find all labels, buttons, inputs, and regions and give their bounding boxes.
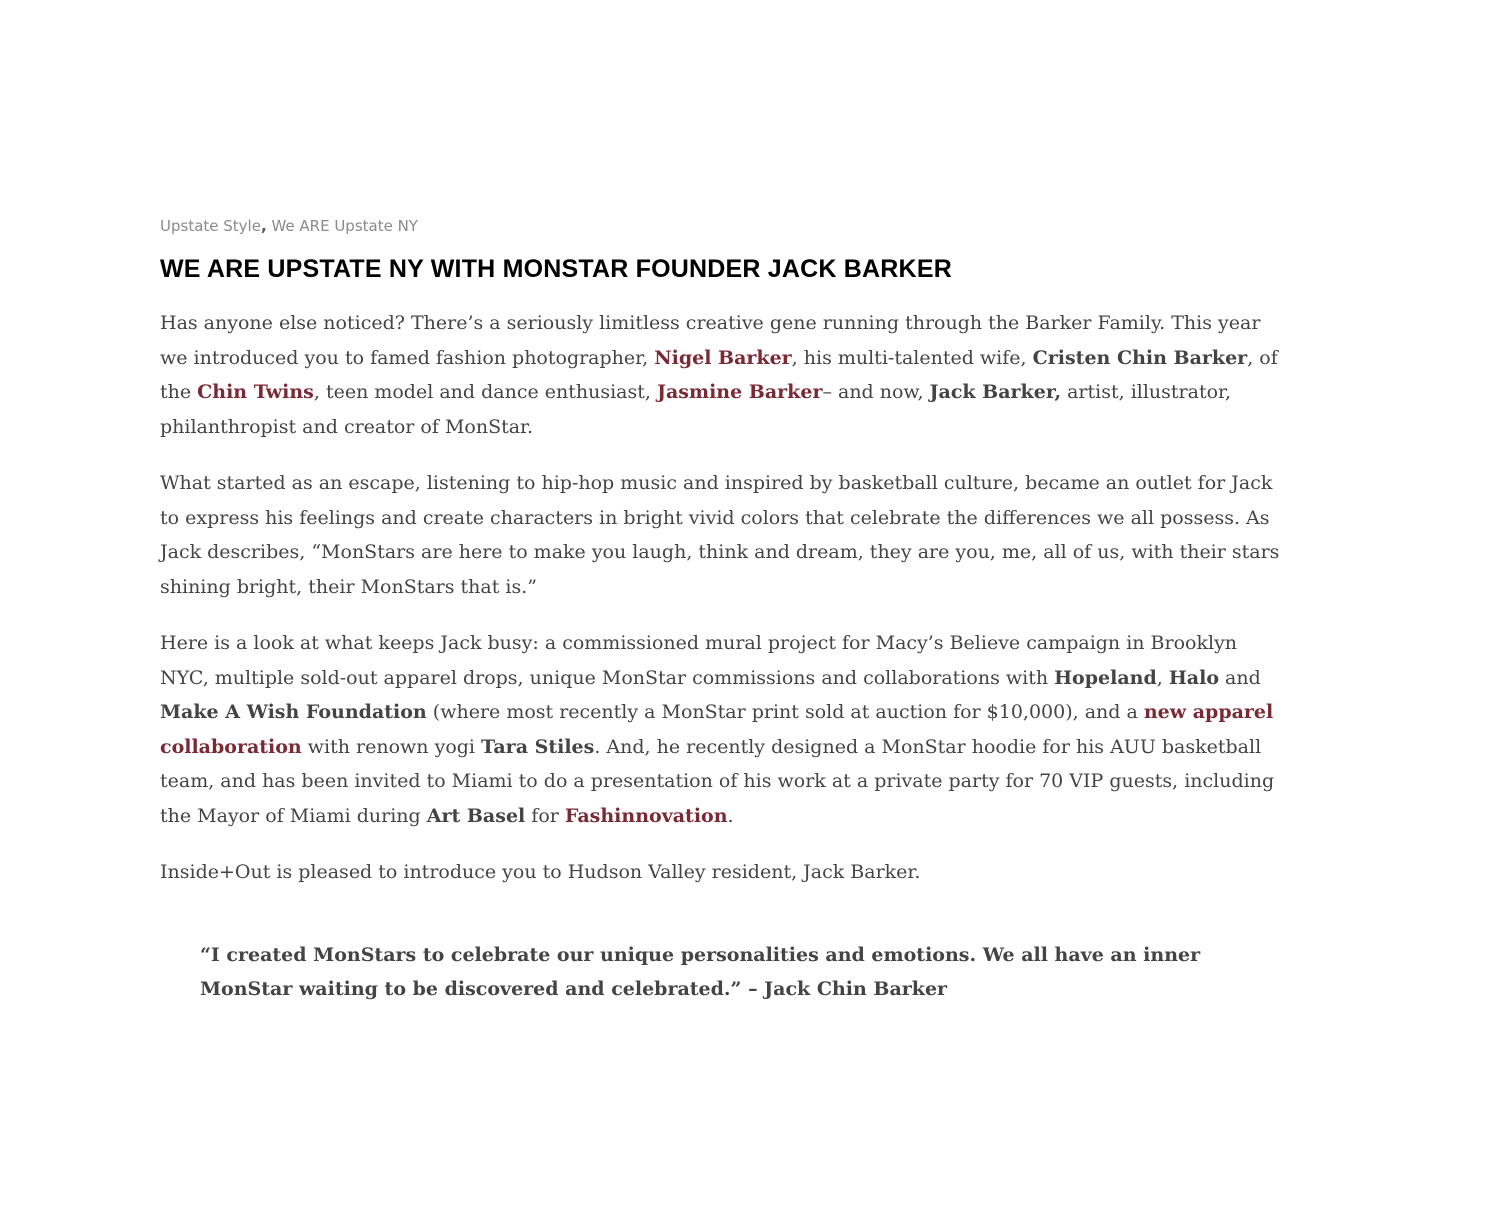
category-link-upstate-style[interactable]: Upstate Style xyxy=(160,217,261,235)
pull-quote xyxy=(200,938,1220,1007)
text-span: (where most recently a MonStar print sold at auction for $10,000), and a xyxy=(426,701,1144,723)
post-categories xyxy=(160,214,1285,238)
text-span: – and now, xyxy=(822,381,930,403)
bold-tara-stiles: Tara Stiles xyxy=(481,735,595,758)
link-jasmine-barker[interactable]: Jasmine Barker xyxy=(656,381,823,403)
link-new-apparel-collaboration[interactable]: new apparel collaboration xyxy=(160,701,1274,758)
text-span: , xyxy=(1156,666,1169,689)
text-span: for xyxy=(525,804,565,827)
text-span: , his multi-talented wife, xyxy=(791,346,1033,369)
bold-art-basel: Art Basel xyxy=(426,804,526,827)
link-fashinnovation[interactable]: Fashinnovation xyxy=(564,804,728,827)
text-span: Has anyone else noticed? There’s a seriously limitless creative gene running through the Barker Family. This year we introduced you to famed fashion photographer, xyxy=(160,312,1261,369)
category-separator: , xyxy=(260,217,267,235)
text-span: Here is a look at what keeps Jack busy: a commissioned mural project for Macy’s Believe campaign in Brooklyn NYC, multiple sold-out apparel drops, unique MonStar commissions and collaborations with xyxy=(160,632,1238,689)
link-nigel-barker[interactable]: Nigel Barker xyxy=(654,346,792,369)
text-span: . xyxy=(727,804,734,827)
bold-halo: Halo xyxy=(1168,666,1219,689)
link-chin-twins[interactable]: Chin Twins xyxy=(197,381,314,403)
bold-hopeland: Hopeland xyxy=(1054,666,1157,689)
paragraph-introduction: Inside+Out is pleased to introduce you to Hudson Valley resident, Jack Barker. xyxy=(160,861,921,883)
post-body xyxy=(160,306,1285,1007)
text-span: artist, illustrator, philanthropist and creator of MonStar. xyxy=(160,381,1232,438)
text-span: and xyxy=(1219,666,1261,689)
pull-quote-text: “I created MonStars to celebrate our unique personalities and emotions. We all have an inner MonStar waiting to be discovered and celebrated.” – Jack Chin Barker xyxy=(200,943,1201,1000)
paragraph-intro xyxy=(160,306,1285,444)
article xyxy=(160,214,1285,1007)
post-title: WE ARE UPSTATE NY WITH MONSTAR FOUNDER JACK BARKER xyxy=(160,255,952,283)
paragraph-projects xyxy=(160,626,1285,833)
bold-jack-barker: Jack Barker, xyxy=(929,381,1062,403)
text-span: with renown yogi xyxy=(301,735,482,758)
bold-make-a-wish: Make A Wish Foundation xyxy=(160,701,427,723)
category-link-we-are-upstate-ny[interactable]: We ARE Upstate NY xyxy=(271,217,418,235)
bold-cristen-chin-barker: Cristen Chin Barker xyxy=(1032,346,1248,369)
paragraph-origin: What started as an escape, listening to hip-hop music and inspired by basketball culture, became an outlet for Jack to express his feelings and create characters in bright vivid colors that celebrate the differences we all possess. As Jack describes, “MonStars are here to make you laugh, think and dream, they are you, me, all of us, with their stars shining bright, their MonStars that is.” xyxy=(160,472,1280,598)
text-span: . And, he recently designed a MonStar hoodie for his AUU basketball team, and has been invited to Miami to do a presentation of his work at a private party for 70 VIP guests, including the Mayor of Miami during xyxy=(160,735,1275,827)
text-span: , teen model and dance enthusiast, xyxy=(313,381,657,403)
text-span: , of the xyxy=(160,346,1278,403)
